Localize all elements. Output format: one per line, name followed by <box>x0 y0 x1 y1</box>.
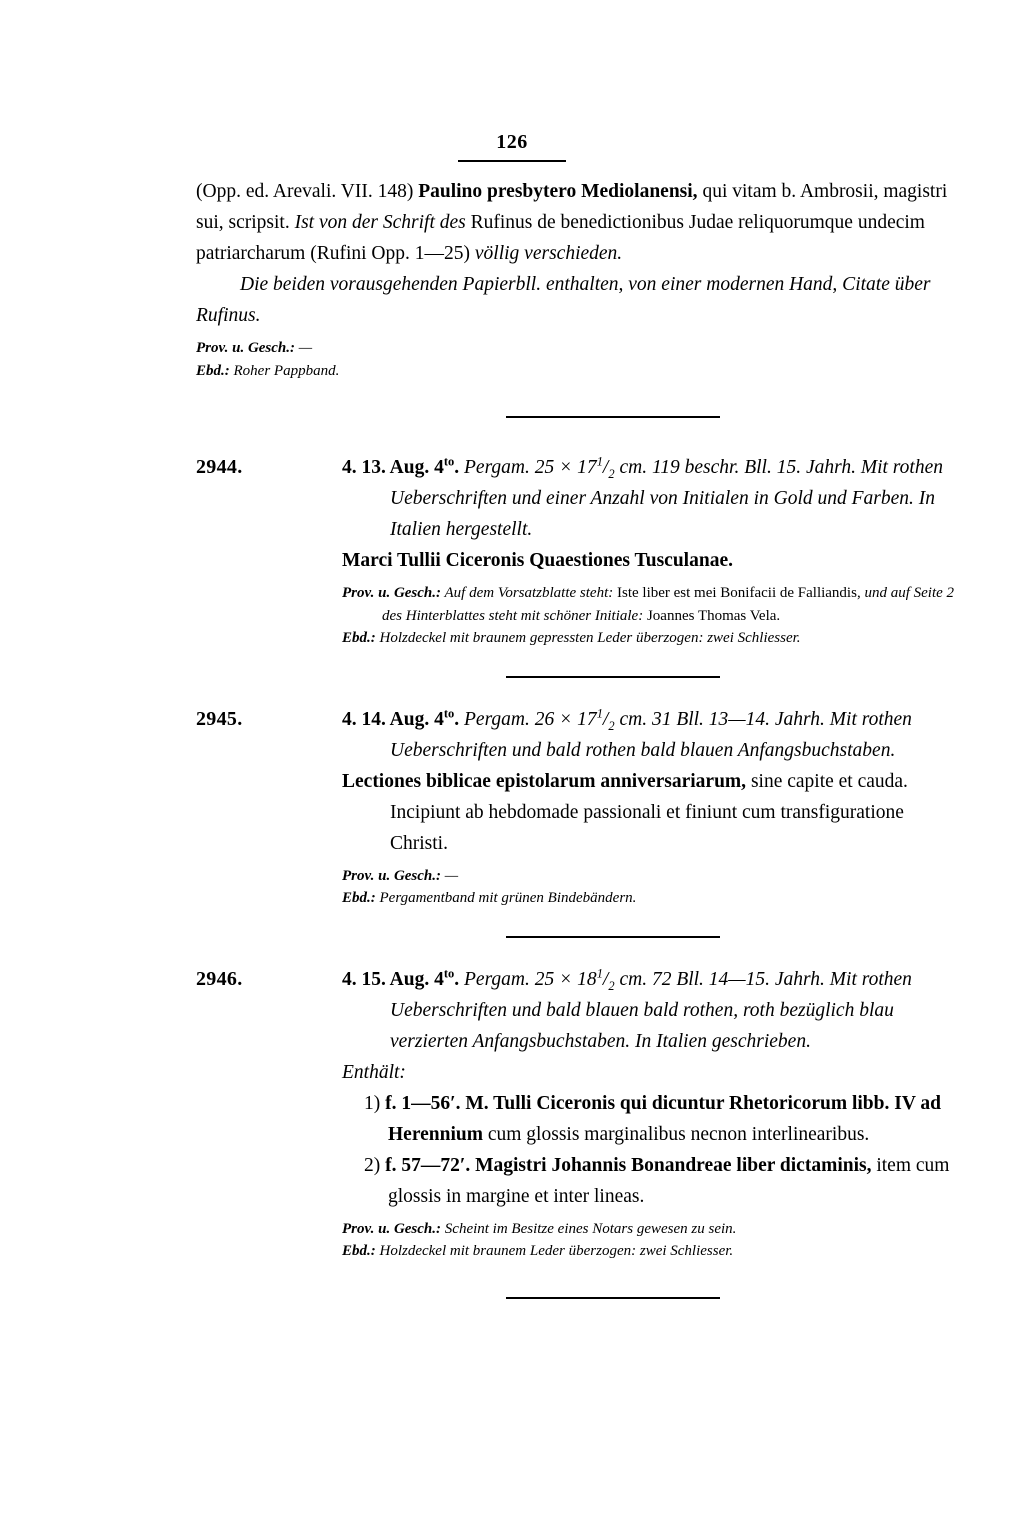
content-item-title: f. 57—72′. Magistri Johannis Bonandreae liber dictaminis, <box>385 1154 872 1176</box>
fraction-numerator: 1 <box>596 966 603 980</box>
fraction-numerator: 1 <box>596 454 603 469</box>
entry-format-tail: . <box>454 968 460 990</box>
intro-citation: (Opp. ed. Arevali. VII. 148) <box>196 181 419 202</box>
intro-provenance-note <box>196 337 966 360</box>
intro-roman-middle: Rufinus de benedictionibus Judae reliquorumque undecim patriarcharum (Rufini Opp. 1—25) <box>196 212 925 264</box>
folio-number: 126 <box>496 131 528 153</box>
binding-value: Roher Pappband. <box>229 362 340 379</box>
entry-physical-description: cm. 31 Bll. 13—14. Jahrh. Mit rothen Ueberschriften und bald rothen bald blauen Anfangsbuchstaben. <box>390 708 912 761</box>
binding-value: Holzdeckel mit braunem Leder überzogen: zwei Schliesser. <box>375 1243 734 1259</box>
provenance-inscription-intro: Auf dem Vorsatzblatte steht: <box>441 585 614 601</box>
provenance-inscription-2: Joannes Thomas Vela. <box>643 607 781 624</box>
binding-label: Ebd.: <box>196 362 230 379</box>
intro-block <box>196 176 966 382</box>
content-item <box>342 1150 966 1212</box>
spacer <box>196 910 966 936</box>
spacer <box>196 678 966 704</box>
entry-title-detail: sine capite et cauda. Incipiunt ab hebdomade passionali et finiunt cum transfiguratione Christi. <box>390 770 908 854</box>
content-item-title: f. 1—56′. M. Tulli Ciceronis qui dicuntur Rhetoricorum libb. IV ad Herennium <box>385 1092 942 1145</box>
catalog-entry <box>196 452 966 650</box>
entry-binding-note <box>342 887 966 910</box>
provenance-label: Prov. u. Gesch.: <box>342 867 442 884</box>
size-fraction: $^1/_2$ <box>596 454 615 481</box>
text-column <box>196 176 966 1299</box>
entry-body <box>342 964 966 1263</box>
section-separator <box>506 1297 720 1299</box>
entry-format: 4. 14. Aug. 4 <box>342 708 444 730</box>
page-header <box>0 132 1024 162</box>
entry-body <box>342 704 966 910</box>
binding-label: Ebd.: <box>342 1243 376 1259</box>
entry-material-size: Pergam. 26 × 17 <box>459 708 597 730</box>
entry-format-tail: . <box>454 708 460 730</box>
intro-german-lead: Ist von der Schrift des <box>294 212 466 233</box>
fraction-denominator: 2 <box>608 718 615 733</box>
intro-german-tail: völlig verschieden. <box>474 243 623 264</box>
entry-material-size: Pergam. 25 × 17 <box>459 457 597 478</box>
spacer <box>196 1263 966 1297</box>
entry-material-size: Pergam. 25 × 18 <box>459 968 597 990</box>
entry-physical-description: cm. 72 Bll. 14—15. Jahrh. Mit rothen Ueberschriften und bald blauen bald rothen, roth bezüglich blau verzierten Anfangsbuchstaben. In Italien geschrieben. <box>390 968 912 1052</box>
catalog-entry <box>196 704 966 910</box>
provenance-inscription-mid: und auf Seite 2 des Hinterblattes steht mit schöner Initiale: <box>382 585 955 624</box>
binding-value: Pergamentband mit grünen Bindebändern. <box>375 890 637 906</box>
size-fraction: $^1/_2$ <box>596 966 615 993</box>
entry-number: 2946. <box>196 967 243 990</box>
entry-format: 4. 15. Aug. 4 <box>342 968 444 990</box>
entry-title: Marci Tullii Ciceronis Quaestiones Tusculanae. <box>342 550 733 571</box>
spacer <box>196 382 966 416</box>
intro-paragraph-1 <box>196 176 966 269</box>
size-fraction: $^1/_2$ <box>596 706 615 733</box>
entry-format: 4. 13. Aug. 4 <box>342 457 444 478</box>
entry-number: 2944. <box>196 456 243 478</box>
intro-paragraph-2: Die beiden vorausgehenden Papierbll. enthalten, von einer modernen Hand, Citate über Rufinus. <box>196 274 931 326</box>
provenance-label: Prov. u. Gesch.: <box>342 1220 442 1237</box>
binding-value: Holzdeckel mit braunem gepressten Leder überzogen: zwei Schliesser. <box>375 630 801 646</box>
folio-rule <box>458 160 566 162</box>
format-ordinal-sup: to <box>443 966 455 980</box>
intro-body <box>196 176 966 382</box>
provenance-label: Prov. u. Gesch.: <box>342 585 442 601</box>
catalog-entry <box>196 964 966 1263</box>
entry-physical-description: cm. 119 beschr. Bll. 15. Jahrh. Mit rothen Ueberschriften und einer Anzahl von Initialen in Gold und Farben. In Italien hergestellt. <box>390 457 943 540</box>
fraction-denominator: 2 <box>608 466 615 481</box>
entry-provenance-note <box>342 582 966 627</box>
entry-title-main: Lectiones biblicae epistolarum anniversariarum, <box>342 770 747 792</box>
binding-label: Ebd.: <box>342 630 376 646</box>
spacer <box>196 938 966 964</box>
binding-label: Ebd.: <box>342 890 376 906</box>
entry-format-tail: . <box>454 457 460 478</box>
entry-provenance-note <box>342 1218 966 1241</box>
provenance-value: — <box>441 867 459 884</box>
entry-description <box>342 704 966 766</box>
intro-work-title: Paulino presbytero Mediolanensi, <box>418 181 698 202</box>
spacer <box>196 650 966 676</box>
entry-body <box>342 452 966 650</box>
intro-latin-text: qui vitam b. Ambrosii, magistri sui, scripsit. <box>196 181 948 233</box>
entry-provenance-note <box>342 865 966 888</box>
provenance-value: Scheint im Besitze eines Notars gewesen zu sein. <box>441 1220 737 1237</box>
format-ordinal-sup: to <box>443 706 455 720</box>
entry-number: 2945. <box>196 707 243 730</box>
spacer <box>196 418 966 452</box>
entry-title <box>342 766 966 859</box>
format-ordinal-sup: to <box>443 454 455 469</box>
contents-label: Enthält: <box>342 1061 406 1083</box>
content-item-detail: cum glossis marginalibus necnon interlinearibus. <box>482 1123 870 1145</box>
content-item-marker: 1) <box>364 1092 386 1114</box>
provenance-label: Prov. u. Gesch.: <box>196 340 296 356</box>
entry-binding-note <box>342 627 966 650</box>
entry-description <box>342 452 966 545</box>
entry-description <box>342 964 966 1057</box>
provenance-inscription-1: Iste liber est mei Bonifacii de Falliandis, <box>613 585 861 601</box>
fraction-denominator: 2 <box>608 978 615 993</box>
fraction-numerator: 1 <box>596 706 603 720</box>
intro-binding-note <box>196 360 966 383</box>
entry-binding-note <box>342 1240 966 1263</box>
provenance-value: — <box>295 340 313 356</box>
content-item-detail: item cum glossis in margine et inter lineas. <box>388 1154 950 1207</box>
content-item <box>342 1088 966 1150</box>
content-item-marker: 2) <box>364 1154 386 1176</box>
